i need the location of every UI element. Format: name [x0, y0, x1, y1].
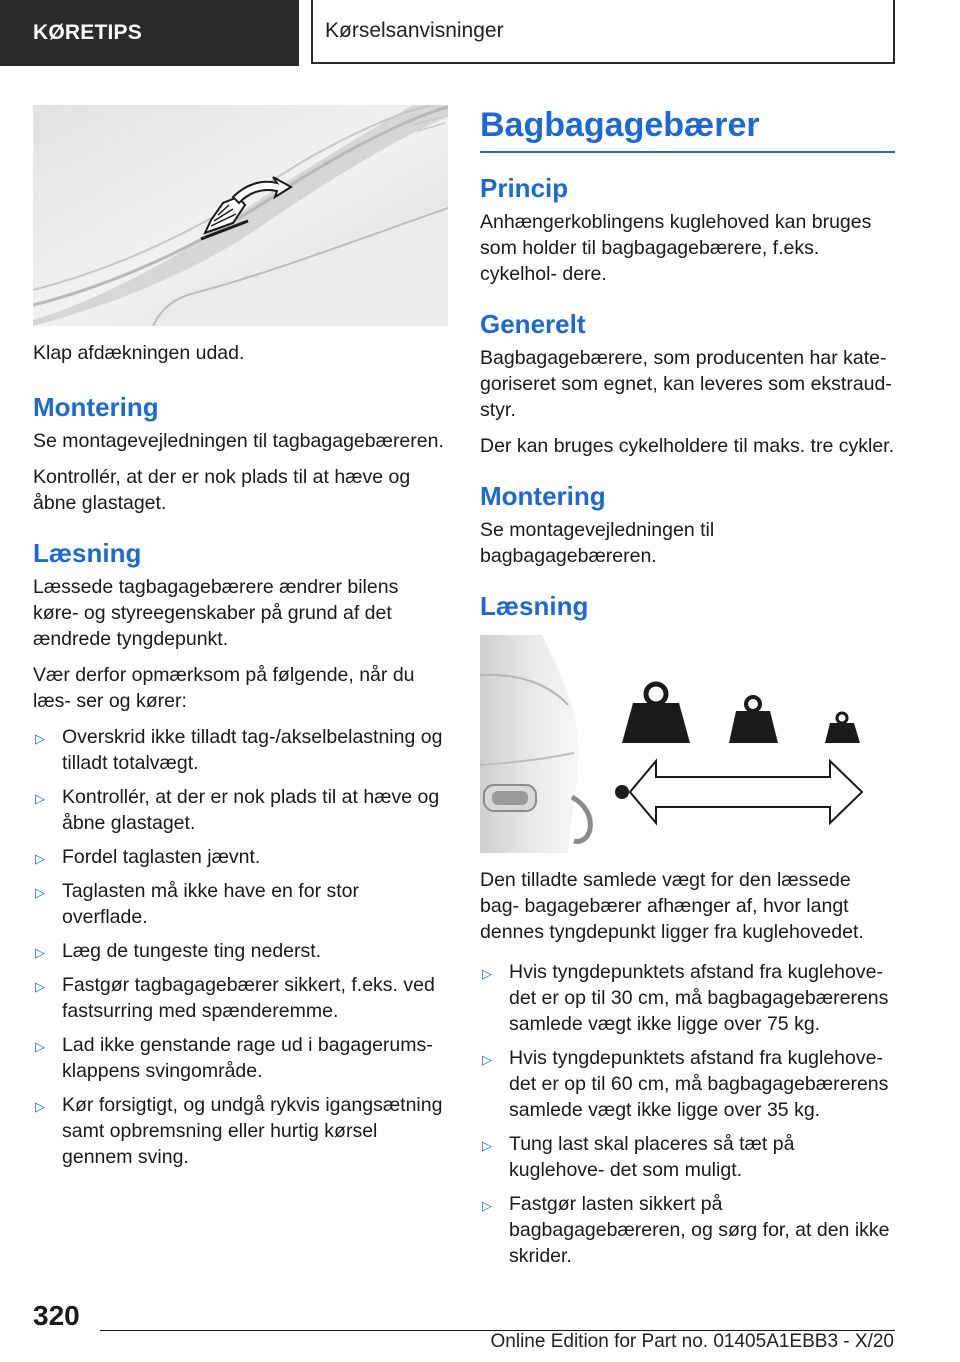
weight-bullet-list [480, 959, 895, 1269]
list-item [33, 1032, 448, 1084]
heading-montering: Montering [33, 392, 159, 422]
list-item-text: Hvis tyngdepunktets afstand fra kuglehove- det er op til 30 cm, må bagbagagebærerens samlede vægt ikke ligge over 75 kg. [509, 961, 889, 1035]
list-item-text: Fastgør lasten sikkert på bagbagagebæreren, og sørg for, at den ikke skrider. [509, 1193, 890, 1267]
list-item [33, 844, 448, 870]
triangle-bullet-icon: ▷ [482, 1198, 492, 1213]
heading-laesning: Læsning [33, 538, 142, 568]
paragraph: Vær derfor opmærksom på følgende, når du læs- ser og kører: [33, 664, 415, 712]
triangle-bullet-icon: ▷ [35, 1099, 45, 1114]
triangle-bullet-icon: ▷ [482, 966, 492, 981]
tailgate-cover-figure [33, 105, 448, 326]
list-item-text: Læg de tungeste ting nederst. [62, 940, 322, 962]
list-item [33, 724, 448, 776]
page-title: Bagbagagebærer [480, 105, 895, 153]
triangle-bullet-icon: ▷ [35, 979, 45, 994]
triangle-bullet-icon: ▷ [35, 1039, 45, 1054]
list-item-text: Lad ikke genstande rage ud i bagagerums- klappens svingområde. [62, 1034, 433, 1082]
page-number: 320 [33, 1300, 80, 1331]
list-item-text: Fastgør tagbagagebærer sikkert, f.eks. ved fastsurring med spænderemme. [62, 974, 435, 1022]
triangle-bullet-icon: ▷ [482, 1052, 492, 1067]
list-item [33, 878, 448, 930]
heading-generelt: Generelt [480, 309, 586, 339]
paragraph: Bagbagagebærere, som producenten har kate- goriseret som egnet, kan leveres som ekstraud- styr. [480, 347, 892, 421]
paragraph: Anhængerkoblingens kuglehoved kan bruges som holder til bagbagagebærere, f.eks. cykelhol- dere. [480, 211, 872, 285]
list-item [480, 1131, 895, 1183]
list-item [480, 959, 895, 1037]
heading-princip: Princip [480, 173, 569, 203]
triangle-bullet-icon: ▷ [35, 945, 45, 960]
loading-bullet-list [33, 724, 448, 1170]
list-item [33, 972, 448, 1024]
heading-laesning: Læsning [480, 591, 589, 621]
edition-note: Online Edition for Part no. 01405A1EBB3 - X/20 [490, 1331, 894, 1352]
section-tab: KØRETIPS [0, 0, 299, 66]
paragraph: Der kan bruges cykelholdere til maks. tre cykler. [480, 435, 894, 457]
list-item [33, 1092, 448, 1170]
list-item [33, 784, 448, 836]
paragraph: Se montagevejledningen til bagbagagebæreren. [480, 519, 715, 567]
load-weight-distance-figure [480, 635, 895, 853]
list-item [480, 1191, 895, 1269]
paragraph: Læssede tagbagagebærere ændrer bilens køre- og styreegenskaber på grund af det ændrede tyngdepunkt. [33, 576, 399, 650]
right-column [480, 105, 895, 1277]
list-item-text: Taglasten må ikke have en for stor overflade. [62, 880, 359, 928]
triangle-bullet-icon: ▷ [35, 851, 45, 866]
heading-montering: Montering [480, 481, 606, 511]
list-item-text: Kontrollér, at der er nok plads til at hæve og åbne glastaget. [62, 786, 440, 834]
page-header [0, 0, 960, 66]
list-item-text: Overskrid ikke tilladt tag-/akselbelastning og tilladt totalvægt. [62, 726, 443, 774]
list-item-text: Tung last skal placeres så tæt på kuglehove- det som muligt. [509, 1133, 795, 1181]
paragraph: Se montagevejledningen til tagbagagebæreren. [33, 430, 444, 452]
left-column [33, 105, 448, 1178]
chapter-tab: Kørselsanvisninger [311, 0, 895, 64]
triangle-bullet-icon: ▷ [35, 885, 45, 900]
list-item [480, 1045, 895, 1123]
triangle-bullet-icon: ▷ [482, 1138, 492, 1153]
triangle-bullet-icon: ▷ [35, 731, 45, 746]
figure-caption: Den tilladte samlede vægt for den læssede bag- bagagebærer afhænger af, hvor langt dennes tyngdepunkt ligger fra kuglehovedet. [480, 869, 864, 943]
list-item [33, 938, 448, 964]
list-item-text: Kør forsigtigt, og undgå rykvis igangsætning samt opbremsning eller hurtig kørsel gennem sving. [62, 1094, 443, 1168]
list-item-text: Hvis tyngdepunktets afstand fra kuglehove- det er op til 60 cm, må bagbagagebærerens samlede vægt ikke ligge over 35 kg. [509, 1047, 889, 1121]
list-item-text: Fordel taglasten jævnt. [62, 846, 261, 868]
triangle-bullet-icon: ▷ [35, 791, 45, 806]
paragraph: Kontrollér, at der er nok plads til at hæve og åbne glastaget. [33, 466, 411, 514]
figure-caption: Klap afdækningen udad. [33, 342, 245, 364]
